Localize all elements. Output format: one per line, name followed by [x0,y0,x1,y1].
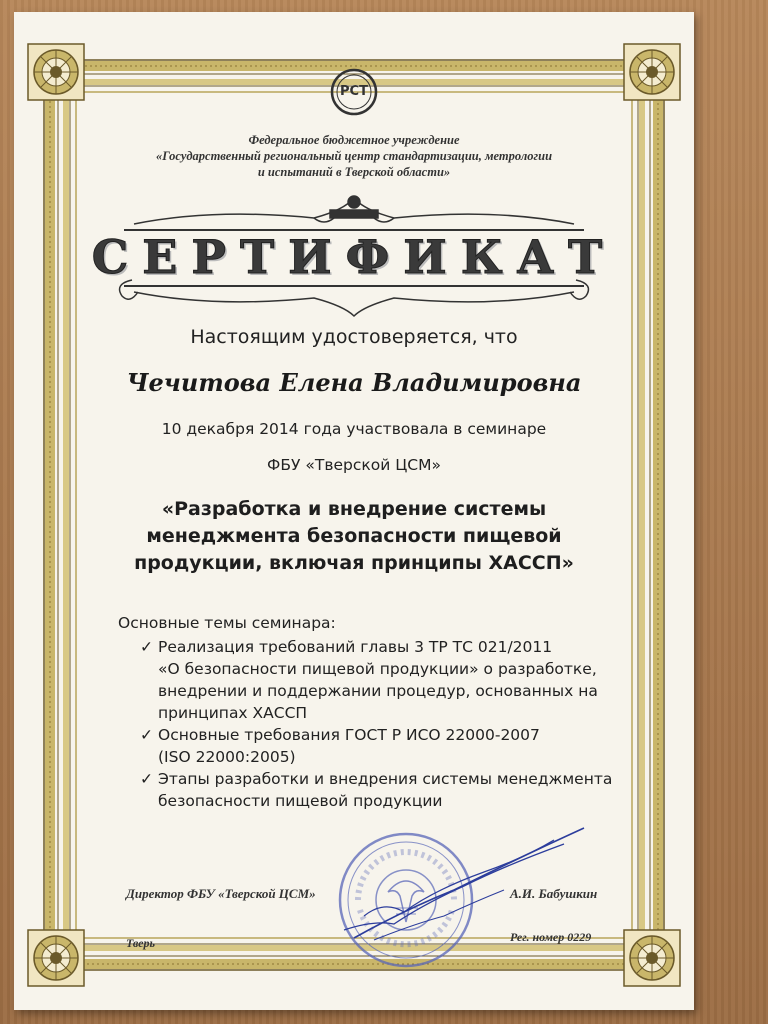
topic-line: Основные требования ГОСТ Р ИСО 22000-2007 [158,726,540,744]
corner-rosette-top-left [28,44,84,100]
certify-text: Настоящим удостоверяется, что [190,326,518,348]
topics-list [118,612,618,812]
issuer-header [114,132,594,180]
signer-name: А.И. Бабушкин [510,886,598,901]
topic-item [118,768,618,812]
rst-logo-text: РСТ [340,84,368,99]
seminar-title-line-1: «Разработка и внедрение системы [161,498,547,520]
checkmark-icon: ✓ [140,770,153,788]
registration-number: Рег. номер 0229 [510,930,592,944]
topic-item [118,636,618,724]
topic-line: Этапы разработки и внедрения системы менеджмента [158,770,613,788]
topics-heading: Основные темы семинара: [118,614,336,632]
header-line-3: и испытаний в Тверской области» [257,165,451,179]
topic-line: Реализация требований главы 3 ТР ТС 021/2011 [158,638,553,656]
checkmark-icon: ✓ [140,638,153,656]
corner-rosette-bottom-left [28,930,84,986]
seminar-title [104,496,604,577]
title-flourish-bottom [120,280,589,316]
topic-line: безопасности пищевой продукции [158,792,443,810]
checkmark-icon: ✓ [140,726,153,744]
header-line-1: Федеральное бюджетное учреждение [248,133,460,147]
seminar-title-line-2: менеджмента безопасности пищевой [146,525,562,547]
director-title: Директор ФБУ «Тверской ЦСМ» [126,886,316,901]
header-line-2: «Государственный региональный центр стандартизации, метрологии [155,149,553,163]
city-text: Тверь [126,936,155,950]
certificate-paper [14,12,694,1010]
corner-rosette-top-right [624,44,680,100]
topic-line: внедрении и поддержании процедур, основанных на [158,682,598,700]
topic-line: принципах ХАССП [158,704,308,722]
topic-item [118,724,618,768]
organization-text: ФБУ «Тверской ЦСМ» [267,456,441,474]
recipient-name: Чечитова Елена Владимировна [126,368,582,397]
seminar-title-line-3: продукции, включая принципы ХАССП» [134,552,574,574]
certificate-title: СЕРТИФИКАТ [91,230,617,284]
topic-line: (ISO 22000:2005) [158,748,296,766]
title-flourish-top [124,196,584,230]
corner-rosette-bottom-right [624,930,680,986]
date-text: 10 декабря 2014 года участвовала в семинаре [161,420,547,438]
topic-line: «О безопасности пищевой продукции» о разработке, [158,660,597,678]
